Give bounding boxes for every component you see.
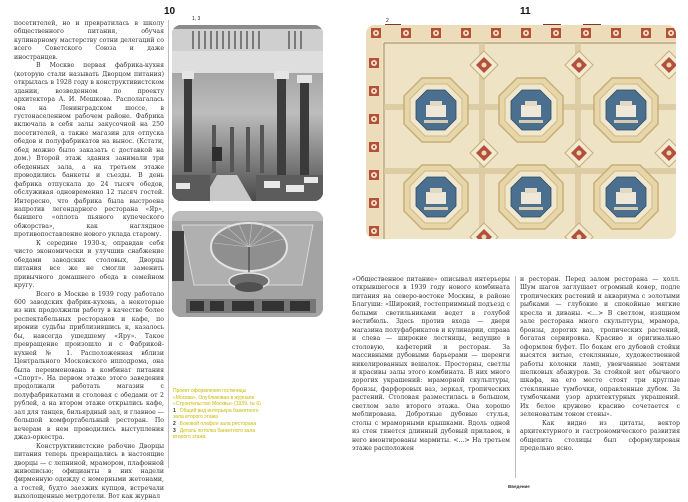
page-number-left: 10 [164,6,176,17]
ceiling-plafond-image [366,25,676,239]
illustration-coffered-ceiling [366,25,676,239]
figure-label-right: 2 [386,18,389,24]
photo-ceiling-chandelier [172,211,323,317]
figure-caption [173,388,265,441]
column-divider [515,276,516,478]
paragraph: Как видно из цитаты, вектор архитектурного и гастрономического развития общепита столицы был сформулирован предельно ясно. [520,419,680,453]
figure-label-left: 1, 3 [192,16,201,22]
photo-banquet-hall [172,25,323,201]
banquet-hall-image [172,25,323,201]
paragraph: посетителей, но и превратилась в школу общественного питания, обучая кулинарному мастерству сотни делегаций со всего Советского Союза и даже иностранцев. [14,20,164,61]
caption-item [173,408,265,421]
caption-item-number: 3 [173,427,176,434]
column-divider [168,20,169,468]
caption-intro: Проект оформления гостиницы «Москва». Опубликован в журнале «Строительство Москвы» (1939. № 6) [173,388,261,408]
paragraph: Конструктивистские рабочие Дворцы питания теперь превращались в настоящие дворцы — с лепниной, мрамором, плафонной живописью; официанты в них надели фирменную одежду с номерными жетонами, а гостей, будто заезжих купцов, встречали выхолощенные метрдотели. Вот как журнал [14,442,164,501]
paragraph: К середине 1930-х, оправдав себя чисто экономически и улучшив снабжение обедами заводских столовых, Дворцы питания все же не смогли заменить привычного домашнего обеда в семейном кругу. [14,239,164,290]
left-text-column [14,20,164,502]
right-text-column-2 [520,276,680,454]
paragraph: Всего в Москве в 1939 году работало 600 заводских фабрик-кухонь, а некоторые из них продолжили работу в качестве более респектабельных ресторанов и кафе, по иронии судьбы приблизившись к, казалось бы, навсегда ушедшему «Яру». Такое превращение произошло и с Фабрикой-кухней № 1. Расположенная вблизи Центрального Московского ипподрома, она была переименована в комбинат питания «Спорт». На первом этаже этого заведения продолжали работать магазин с полуфабрикатами и столовая с обедами от 2 рублей, а на втором этаже открылись кафе, зал для танцев, бильярдный зал, и главное — большой комфортабельный ресторан. По вечерам в нем проводились выступления джаз-оркестра. [14,290,164,442]
paragraph: В Москве первая фабрика-кухня (которую стали называть Дворцом питания) открылась в 1928 году в конструктивистском здании, возведенном по проекту архитектора А. И. Мешкова. Располагалась она на Ленинградском шоссе, в густонаселенном рабочем районе. Фабрика включала в себя залы закусочной на 250 посетителей, а также магазин для отпуска обедов и полуфабрикатов на вынос. (Кстати, обед можно было заказать с доставкой на дом.) Второй этаж здания занимали три обеденных зала, а на третьем этаже проводились банкеты и съезды. В день фабрика отпускала до 24 тысяч обедов, обслуживая одновременно 12 тысяч гостей. Интересно, что фабрика была выстроена напротив легендарного ресторана «Яр», бывшего «оплота пьяного купеческого обжорства», как наглядное противопоставление нового уклада старому. [14,62,164,239]
ceiling-chandelier-image [172,211,323,317]
paragraph: «Общественное питание» описывал интерьеры открывшегося в 1939 году нового комбината питания на северо-востоке Москвы, в районе Благуши: «Широкий, гостеприимный подъезд с белыми светильниками ведет в голубой вестибюль. Здесь против входа — двери магазина полуфабрикатов и кулинарии, справа и слева — широкие лестницы, ведущие в столовую, кафетерий и ресторан. За массивными дубовыми барьерами — шеренги никелированных вешалок. Просторны, светлы и красивы залы этого комбината. В них много дорогих украшений: мраморной скульптуры, бронзы, фарфоровых ваз, зеркал, тропических растений. Столовая разместилась в большом, светлом зале второго этажа. Она хорошо меблирована. Добротные дубовые стулья, столы с мраморными крышками. Вдоль одной из стен тянется длинный дубовый прилавок, в него вмонтированы мармиты. <...> На третьем этаже расположен [352,276,510,453]
running-footer: Введение [508,484,530,489]
caption-item-text: Деталь потолка банкетного зала второго этажа [173,427,256,441]
page-number-right: 11 [520,6,531,17]
caption-item-text: Боковой плафон зала ресторана [179,420,257,427]
right-text-column-1 [352,276,510,454]
caption-item [173,421,265,428]
caption-item-number: 1 [173,407,176,414]
caption-item-text: Общий вид интерьера банкетного зала второго этажа [173,407,259,421]
paragraph: и ресторан. Перед залом ресторана — холл. Шум шагов заглушает огромный ковер, подле тропических растений и аквариума с золотыми рыбками — глубокие и спокойные мягкие кресла и диваны. <...> В светлом, изящном зале ресторана много скульптуры, мрамора, бронзы, дорогих ваз, тропических растений, богатая сервировка. Красиво и оригинально оформлен буфет. По бокам его дубовой стойки высятся витые, стеклянные, художественной работы колонки ламп, увенчанные зонтами шелковых абажуров. За стойкой нет обычного шкафа, на его месте стоят три круглые стеклянные тумбочки, оправленные дубом. За тумбочками узор архитектурных украшений. Их белое кружево красиво сочетается с зеленоватым тоном стены». [520,276,680,419]
caption-item [173,428,265,441]
caption-item-number: 2 [173,420,176,427]
